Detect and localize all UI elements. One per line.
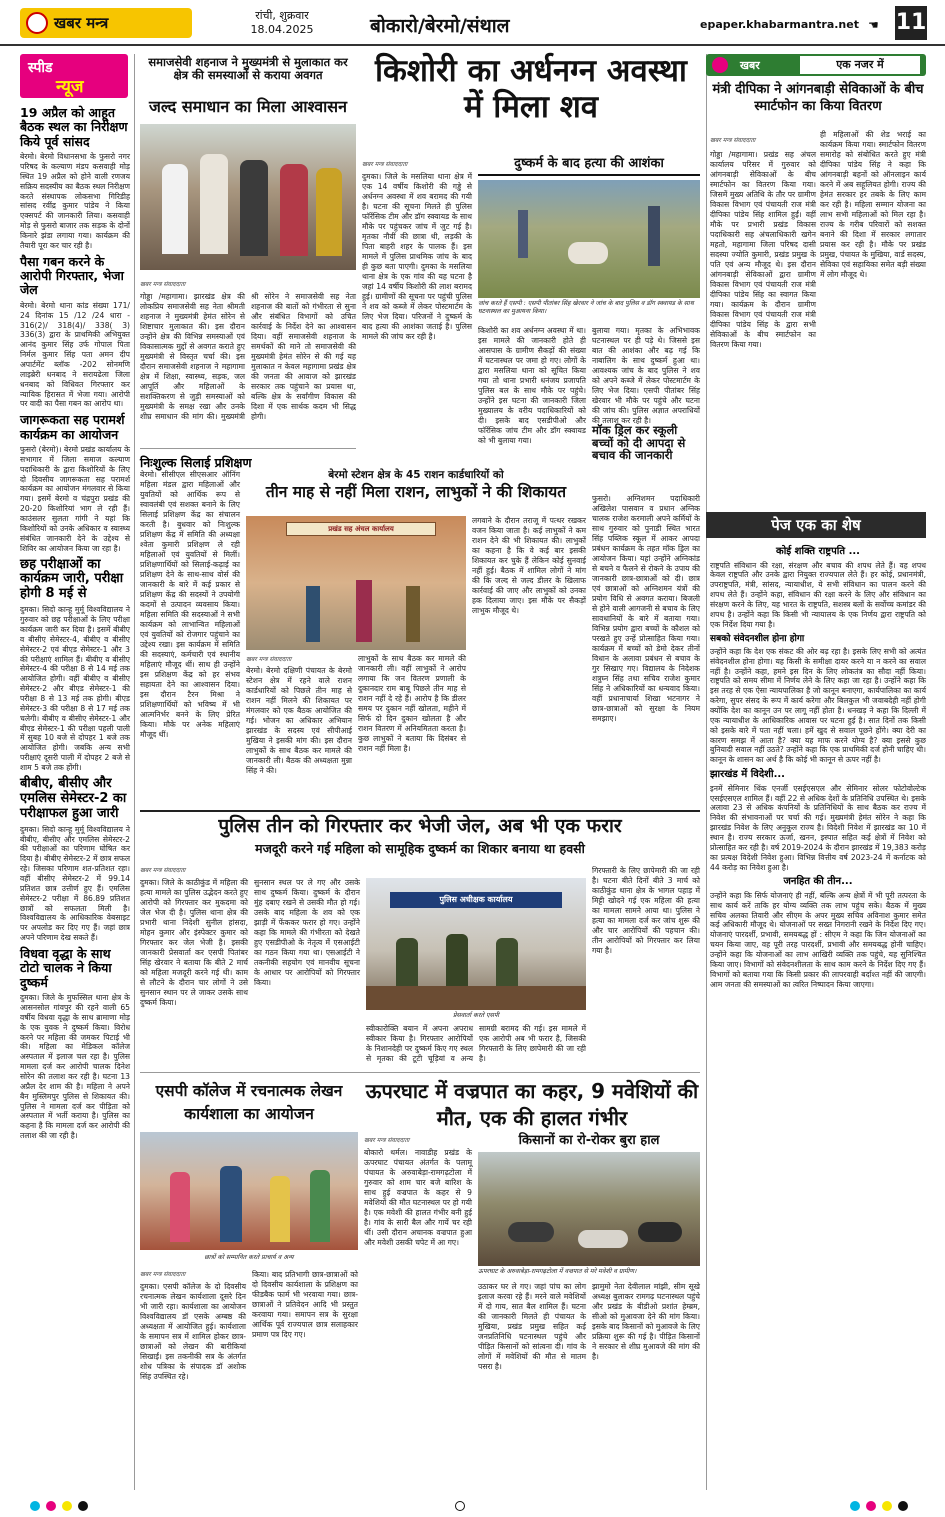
dateline — [222, 9, 342, 37]
police-byline: खबर मन्त्र संवाददाता — [140, 867, 186, 874]
list-item — [710, 634, 926, 766]
police-photo-caption: प्रेसवार्ता करते एसपी — [452, 1012, 500, 1019]
lightning-headline: ऊपरघाट में वज्रपात का कहर, 9 मवेशियों की मौत, एक की हालत गंभीर — [365, 1079, 699, 1130]
rest-body: उन्होंने कहा कि देश एक संकट की ओर बढ़ रहा है। इसके लिए सभी को अत्यंत संवेदनशील होना होगा। यह किसी के समीक्षा दायर करने या न करने का सवाल नहीं है। उन्होंने कहा, हमने इस दिन के लिए लोकतंत्र का सौदा नहीं किया। राष्ट्रपति को समय सीमा में निर्णय लेने के लिए कहा जा रहा है। उन्होंने कहा कि इस तरह से एक ऐसा न्यायपालिका है जो कानून बनाएगा, कार्यपालिका का कार्य करेगा, सुपर संसद के रूप में कार्य करेगा और बिलकुल भी जवाबदेही नहीं होगी क्योंकि देश का कानून उन पर लागू नहीं होता है। धनखड़ ने कहा कि दिल्ली में एक न्यायाधीश के आधिकारिक आवास पर घटना हुई है। सात दिनों तक किसी को इसके बारे में पता नहीं चला। हमें खुद से सवाल पूछने होंगे। क्या देरी का कारण समझ में आता है? क्या यह माफ करने योग्य है? क्या इससे कुछ बुनियादी सवाल नहीं उठते? उन्होंने कहा कि एक प्राथमिकी दर्ज होनी चाहिए थी। कानून के शासन का अर्थ है कि कोई भी कानून से ऊपर नहीं है। — [710, 646, 926, 765]
news-title: विधवा वृद्धा के साथ टोटो चालक ने किया दुष्कर्म — [20, 946, 112, 990]
registration-dot-icon — [850, 1501, 860, 1511]
news-body: दुमका। जिले के मुफस्सिल थाना क्षेत्र के आसनसोल गांवपुर की रहने वाली 65 वर्षीय विधवा वृद्धा के साथ ब्रामाणा मोड़ के एक युवक ने दुष्कर्म किया। विरोध करने पर महिला की जमकर पिटाई भी की। महिला का मेडिकल कॉलेज अस्पताल में इलाज चल रहा है। पुलिस मामला दर्ज कर आरोपी चालक दिनेश सोरेन की तलाश कर रही है। घटना 13 अप्रैल देर शाम की है। महिला ने अपने बैन मुस्लिमपुर पुलिस से शिकायत की। पुलिस ने मामला दर्ज कर पीड़िता को अस्पताल में भर्ती कराया है। पुलिस का कहना है कि मामला दर्ज कर आरोपी की तलाश की जा रही है। — [20, 993, 130, 1141]
police-headline: पुलिस तीन को गिरफ्तार कर भेजी जेल, अब भी एक फरार — [218, 815, 622, 837]
speed-news-column — [20, 102, 130, 1490]
news-title: पैसा गबन करने के आरोपी गिरफ्तार, भेजा जेल — [20, 253, 124, 298]
divider — [140, 1072, 700, 1073]
main-photo-caption: जांच करते हैं एसपी : एसपी पीतांबर सिंह खेरवार ने जांच के बाद पुलिस व डॉग स्क्वायड के साथ घटनास्थल का मुआयना किया। — [478, 300, 694, 315]
registration-dot-icon — [62, 1501, 72, 1511]
registration-dot-icon — [882, 1501, 892, 1511]
rest-title: सबको संवेदनशील होना होगा — [710, 633, 805, 644]
registration-dot-icon — [46, 1501, 56, 1511]
rest-title: झारखंड में विदेशी... — [710, 769, 785, 781]
news-body: दुमका। सिदो कान्हू मुर्मू विश्वविद्यालय ने बीबीए, बीसीए और एमलिस सेमेस्टर-2 की परीक्षाओं का परिणाम घोषित कर दिया है। बीबीए सेमेस्टर-2 में छात्र सफल रहे। जिसका परिणाम शत-प्रतिशत रहा। वहीं बीसीए सेमेस्टर-2 में 99.14 प्रतिशत छात्र उत्तीर्ण हुए हैं। एमलिस सेमेस्टर-2 परीक्षा में 86.89 प्रतिशत छात्रों को सफलता मिली है। विश्वविद्यालय के आधिकारिक वेबसाइट पर अपलोड कर दिए गए हैं। जहां छात्र अपने परिणाम देख सकते हैं। — [20, 824, 130, 943]
ration-body-col3: लगवाने के दौरान तराजू में पत्थर रखकर वजन किया जाता है। कई लाभुकों ने कम राशन देने की भी शिकायत की। लाभुकों का कहना है कि वे कई बार इसकी शिकायत कर चुके हैं लेकिन कोई सुनवाई नहीं हुई। बैठक में शामिल लोगों ने मांग की कि जल्द से जल्द डीलर के खिलाफ कार्रवाई की जाए और लाभुकों को उनका हक दिलाया जाए। इस मौके पर सैकड़ों लाभुक मौजूद थे। — [472, 516, 586, 616]
lightning-body-col3: झामुमो नेता देवीलाल मांझी, सीम सूखे अध्यक्ष बुलाकर रामगढ़ घटनास्थल पहुंचे और प्रखंड के बीडीओ प्रशांत हेम्ब्रम, सीओ को मुआवजा देने की मांग किया। इसके बाद किसानों को मुआवजे के लिए प्रक्रिया शुरू की गई है। पीड़ित किसानों ने सरकार से शीघ्र मुआवजे की मांग की है। — [592, 1282, 700, 1362]
police-photo-banner: पुलिस अधीक्षक कार्यालय — [390, 892, 562, 908]
list-item — [20, 255, 130, 410]
section-title: बोकारो/बेरमो/संथाल — [370, 15, 510, 37]
ration-body-col2: लाभुकों के साथ बैठक कर मामले की जानकारी ली। वहीं लाभुकों ने आरोप लगाया कि जन वितरण प्रणाली के दुकानदार राम बाबू पिछले तीन माह से राशन नहीं दे रहे हैं। आरोप है कि डीलर समय पर दुकान नहीं खोलता, महीने में सिर्फ दो दिन दुकान खोलता है और राशन वितरण में अनियमितता करता है। कुछ लाभुकों ने बताया कि दिसंबर से राशन नहीं मिला है। — [358, 654, 466, 754]
cursor-icon: ☚ — [868, 18, 879, 32]
ration-photo-sign: प्रखंड सह अंचल कार्यालय — [286, 522, 436, 536]
registration-dot-icon — [866, 1501, 876, 1511]
news-body: फुसरो (बेरमो)। बेरमो प्रखंड कार्यालय के सभागार में जिला समाज कल्याण पदाधिकारी के द्वारा किशोरियों के लिए दो दिवसीय जागरूकता सह परामर्श कार्यक्रम का आयोजन मंगलवार से किया गया। इसमें बेरमो व चंद्रपुरा प्रखंड की 20-20 किशोरियां भाग ले रही हैं। काउंसलर सुलता गांगी ने यहां कि किशोरियों को उनके अधिकार व स्वास्थ्य संबंधित जानकारी देने के उद्देश्य से शिविर का आयोजन किया जा रहा है। — [20, 445, 130, 553]
registration-dot-icon — [30, 1501, 40, 1511]
list-item — [710, 769, 926, 872]
news-body: बेरमो। बेरमो विधानसभा के फुसरो नगर परिषद के कल्याण मंडप कसवाही मोड़ स्थित 19 अप्रैल को होने वाली रणजय सक्रिय सदस्यीय का बैठक स्थल निरीक्षण करते संस्थापक लोकसभा गिरिडीह सांसद रवींद्र कुमार पांडेय ने किया एक्सपर्ट की जानकारी लिया। कसवाही मोड़ से फुसरो बाजार तक सड़क के दोनों किनारे झंडा लगाया गया। कार्यक्रम की तैयारी पूरा कर चार रही है। — [20, 152, 130, 250]
story1-kicker: समाजसेवी शहनाज ने मुख्यमंत्री से मुलाकात कर क्षेत्र की समस्याओं से कराया अवगत — [148, 55, 348, 82]
story1-photo — [140, 124, 356, 270]
brand-name: खबर मन्त्र — [54, 14, 109, 32]
main-headline: किशोरी का अर्धनग्न अवस्था में मिला शव — [375, 53, 687, 125]
column-divider — [134, 54, 135, 1490]
main-body-col3: बुलाया गया। मृतका के अभिभावक घटनास्थल पर ही पड़े थे। जिससे इस बात की आशंका और बढ़ गई कि नाबालिग के साथ दुष्कर्म हुआ था। आवश्यक जांच के बाद पुलिस ने शव को अपने कब्जे में लेकर पोस्टमार्टम के लिए भेज दिया। एसपी पीतांबर सिंह खेरवार भी मौके पर पहुंचे और घटना की जांच की। पुलिस अज्ञात अपराधियों की तलाश कर रही है। — [592, 326, 700, 426]
rest-title: जनहित की तीन... — [783, 876, 853, 888]
rest-body: उन्होंने कहा कि सिर्फ योजनाएं ही नहीं, बल्कि अन्य क्षेत्रों में भी पूरी तत्परता के साथ कार्य करें ताकि हर योग्य व्यक्ति तक लाभ पहुंच सके। बैठक में मुख्य सचिव अलका तिवारी और सीएम के अपर मुख्य सचिव अविनाश कुमार समेत कई अधिकारी मौजूद थे। योजनाओं पर सख्त निगरानी रखने के निर्देश दिए गए। योजनाएं पारदर्शी, प्रभावी, समयबद्ध हों : सीएम ने कहा कि जिन योजनाओं का चयन किया जाए, वह पूरी तरह पारदर्शी, प्रभावी और समयबद्ध होनी चाहिए। उन्होंने कहा कि योजनाओं का लाभ आखिरी व्यक्ति तक पहुंचे, यह सुनिश्चित किया जाए। विभागों को संवेदनशीलता के साथ काम करने के निर्देश दिए गए हैं। विभागों को बताया गया कि किसी प्रकार की लापरवाही बर्दाश्त नहीं की जाएगी। आम जनता की समस्याओं का त्वरित निष्पादन किया जाएगा। — [710, 890, 926, 989]
main-body-col2: किशोरी का शव अर्धनग्न अवस्था में था। इस मामले की जानकारी होते ही आसपास के ग्रामीण सैकड़ों की संख्या में घटनास्थल पर जमा हो गए। लोगों के द्वारा मसलिया थाना को सूचित किया गया तो थाना प्रभारी धनंजय प्रजापति पुलिस बल के साथ मौके पर पहुंचे। उन्होंने इस घटना की जानकारी जिला मुख्यालय के वरीय पदाधिकारियों को दी। इसके बाद एसडीपीओ और फॉरेंसिक जांच टीम और डॉग स्क्वायड को भी बुलाया गया। — [478, 326, 586, 446]
mockdrill-body: फुसरो। अग्निशमन पदाधिकारी अखिलेश पासवान व प्रधान अग्निक चालक राजेश करमाली अपने कर्मियों के साथ गुरुवार को पुनाडी स्थित भारत सिंह पब्लिक स्कूल में आकर आपदा प्रबंधन कार्यक्रम के तहत मॉक ड्रिल का आयोजन किया। यहां उन्होंने अग्निकांड से बचने व फैलने से रोकने के उपाय की जानकारी छात्र-छात्राओं को दी। छात्र एवं छात्राओं को अग्निशमन यंत्रों की प्रयोग विधि से अवगत कराया। बिजली से होने वाली आगजनी से बचाव के लिए सावधानियों के बारे में बताया गया। विभिन्न प्रयोग द्वारा बच्चों के कौशल को परखते हुए उन्हें प्रोत्साहित किया गया। कार्यक्रम में बच्चों को डेमो देकर तीनों विधान के अलावा प्रबंधन से बचाव के गुर सिखाए गए। विद्यालय के निदेशक शत्रुघ्न सिंह तथा सचिव राजेश कुमार सिंह ने अधिकारियों का धन्यवाद किया। वहीं प्रधानाचार्या शिखा भटनागर ने छात्र-छात्राओं को सुरक्षा के नियम समझाए। — [592, 494, 700, 724]
news-title: छह परीक्षाओं का कार्यक्रम जारी, परीक्षा होगी 8 मई से — [20, 556, 124, 602]
main-body: दुमका। जिले के मसलिया थाना क्षेत्र में एक 14 वर्षीय किशोरी की गड्ढे से अर्धनग्न अवस्था में शव बरामद की गयी है। घटना की सूचना मिलते ही पुलिस फॉरेंसिक टीम और डॉग स्क्वायड के साथ मौके पर पहुंचकर जांच में जुट गई है। मृतका नौवीं की छात्रा थी, लड़की के पिता बाहरी शहर के पालक हैं। इस मामले में पुलिस प्राथमिक जांच के बाद ही कुछ बता पाएगी। दुमका के मसलिया थाना क्षेत्र के एक गांव की यह घटना है जहां 14 वर्षीय किशोरी की लाश बरामद हुई। ग्रामीणों की सूचना पर पहुंची पुलिस ने शव को कब्जे में लेकर पोस्टमार्टम के लिए भेज दिया। परिजनों ने दुष्कर्म के बाद हत्या की आशंका जताई है। पुलिस मामले की जांच कर रही है। — [362, 172, 472, 342]
list-item — [20, 947, 130, 1141]
lightning-photo — [478, 1152, 700, 1266]
police-body-col2: सुनसान स्थल पर ले गए और उसके साथ दुष्कर्म किया। दुष्कर्म के दौरान मुंह दबाए रखने से उसकी मौत हो गई। उसके बाद महिला के शव को एक झाड़ी में फेंककर फरार हो गए। उन्होंने कहा कि मामले की गंभीरता को देखते हुए एसडीपीओ के नेतृत्व में एसआईटी का गठन किया गया था। एसआईटी ने तकनीकी सहयोग एवं मानवीय सूचना के आधार पर आरोपियों को गिरफ्तार किया। — [254, 878, 360, 988]
ration-photo — [246, 516, 466, 650]
lightning-subhead: किसानों का रो-रोकर बुरा हाल — [518, 1133, 660, 1148]
story1-body: गोड्डा /महागामा। झारखंड क्षेत्र की लोकप्रिय समाजसेवी सह नेता श्रीमती शहनाज ने मुख्यमंत्री हेमंत सोरेन से शिष्टाचार मुलाकात की। इस दौरान उन्होंने क्षेत्र की विभिन्न समस्याओं एवं विकासात्मक मुद्दों से अवगत कराते हुए मुख्यमंत्री से विस्तृत चर्चा की। इस दौरान समाजसेवी शहनाज ने महागामा क्षेत्र में शिक्षा, स्वास्थ्य, सड़क, जल आपूर्ति और महिलाओं के सशक्तिकरण से जुड़ी समस्याओं को मुख्यमंत्री के समक्ष रखा और उनके शीघ्र समाधान की मांग की। मुख्यमंत्री श्री सोरेन ने समाजसेवी सह नेता शहनाज की बातों को गंभीरता से सुना और संबंधित विभागों को उचित कार्रवाई के निर्देश देने का आश्वासन दिया। वहीं समाजसेवी शहनाज के समर्थकों की माने तो समाजसेवी की मुख्यमंत्री हेमंत सोरेन से की गई यह मुलाकात न केवल महागामा प्रखंड क्षेत्र की जनता की आवाज को झारखंड सरकार तक पहुंचाने का प्रयास था, बल्कि क्षेत्र के सर्वांगीण विकास की दिशा में एक सार्थक कदम भी सिद्ध होगी। — [140, 292, 356, 422]
police-subhead: मजदूरी करने गई महिला को सामूहिक दुष्कर्म का शिकार बनाया था हवसी — [255, 841, 585, 856]
khabar-dot-icon — [712, 57, 728, 73]
mockdrill-headline: मॉक ड्रिल कर स्कूली बच्चों को दी आपदा से बचाव की जानकारी — [592, 423, 686, 463]
right-byline: खबर मन्त्र संवाददाता — [710, 137, 756, 144]
ration-headline: तीन माह से नहीं मिला राशन, लाभुकों ने की शिकायत — [265, 483, 567, 501]
nazar-label: एक नजर में — [800, 56, 920, 74]
news-body: दुमका। सिदो कान्हू मुर्मू विश्वविद्यालय ने गुरुवार को छह परीक्षाओं के लिए परीक्षा कार्यक्रम जारी कर दिया है। इसमें बीबीए व बीसीए सेमेस्टर-4, बीबीए व बीसीए सेमेस्टर-2 एवं बीएड सेमेस्टर-1 और 3 की परीक्षाएं शामिल हैं। बीबीए व बीसीए सेमेस्टर-4 की परीक्षा 8 से 14 मई तक आयोजित होगी। वहीं बीबीए व बीसीए सेमेस्टर-2 और बीएड सेमेस्टर-1 की परीक्षा 8 से 13 मई तक होगी। बीएड सेमेस्टर-3 की परीक्षा 8 से 17 मई तक चलेगी। बीबीए व बीसीए सेमेस्टर-1 और बीएड सेमेस्टर-1 की परीक्षा पहली पाली में सुबह 10 बजे से दोपहर 1 बजे तक आयोजित होगी। जबकि अन्य सभी परीक्षाएं दूसरी पाली में दोपहर 2 बजे से शाम 5 बजे तक होंगी। — [20, 605, 130, 773]
police-body-col4: गिरफ्तारी के लिए छापेमारी की जा रही है। घटना बीते दिनों बीते 3 मार्च को काठीकुंड थाना क्षेत्र के भागल पहाड़ में मिट्टी खोदने गई एक महिला की हत्या का मामला सामने आया था। पुलिस ने हत्या का मामला दर्ज कर जांच शुरू की और चार आरोपियों की पहचान की। तीन आरोपियों को गिरफ्तार कर लिया गया है। — [592, 866, 700, 956]
brand-logo-icon — [26, 12, 48, 34]
story1-headline: जल्द समाधान का मिला आश्वासन — [149, 97, 347, 116]
rest-body: राष्ट्रपति संविधान की रक्षा, संरक्षण और बचाव की शपथ लेते हैं। वह शपथ केवल राष्ट्रपति और उनके द्वारा नियुक्त राज्यपाल लेते हैं। हर कोई, प्रधानमंत्री, उपराष्ट्रपति, मंत्री, सांसद, न्यायाधीश, ये सभी संविधान का पालन करने की शपथ लेते हैं। उन्होंने कहा, संविधान की रक्षा करने के लिए और संविधान का संरक्षण करने के लिए, यह भारत के राष्ट्रपति, सशस्त्र बलों के सर्वोच्च कमांडर की शपथ है। उन्होंने कहा कि किसी भी न्यायालय के एक निर्णय द्वारा राष्ट्रपति को एक निर्देश दिया गया है। — [710, 560, 926, 629]
spcollege-photo-caption: छात्रों को सम्मानित करते प्राचार्य व अन्य — [204, 1254, 294, 1261]
main-subhead: दुष्कर्म के बाद हत्या की आशंका — [514, 156, 664, 171]
list-item — [20, 106, 130, 251]
main-photo — [478, 180, 700, 298]
speed-news-line1: स्पीड — [28, 60, 53, 76]
tailor-headline: निःशुल्क सिलाई प्रशिक्षण — [140, 455, 252, 470]
police-body-col3: स्वीकारोक्ति बयान में अपना अपराध स्वीकार किया है। गिरफ्तार आरोपियों के निशानदेही पर दुष्कर्म किए गए स्थल से मृतका की टूटी चूड़ियां व अन्य सामग्री बरामद की गई। इस मामले में एक आरोपी अब भी फरार है, जिसकी गिरफ्तारी के लिए छापेमारी की जा रही है। — [366, 1024, 586, 1064]
list-item — [20, 558, 130, 773]
police-body: दुमका। जिले के काठीकुंड में महिला की हत्या मामले का पुलिस उद्भेदन करते हुए आरोपी को गिरफ्तार कर मुकदमा को जेल भेज दी है। पुलिस थाना क्षेत्र की प्रभारी थाना निदेशी सुनील हांसदा, मोहन कुमार और इंस्पेक्टर कुमार को गिरफ्तार कर जेल भेजी है। इसकी जानकारी प्रेसवार्ता कर एसपी पितांबर सिंह खेरवार ने बताया कि बीते 2 मार्च को महिला मजदूरी करने गई थी। काम से लौटने के दौरान चार लोगों ने उसे सुनसान स्थान पर ले जाकर उसके साथ दुष्कर्म किया। — [140, 878, 248, 1008]
divider — [140, 810, 700, 812]
column-divider — [706, 54, 707, 1490]
page-one-rest-column — [710, 542, 926, 1490]
page-number: 11 — [895, 6, 927, 40]
list-item — [710, 546, 926, 630]
lightning-body-col2: उठाकर घर ले गए। जहां पांच का लोग इलाज करवा रहे हैं। मरने वाले मवेशियों में दो गाय, सात बैल शामिल हैं। घटना की जानकारी मिलते ही पंचायत के मुखिया, प्रखंड प्रमुख सहित कई जनप्रतिनिधि घटनास्थल पहुंचे और पीड़ित किसानों को सांत्वना दी। गांव के लोगों में मवेशियों की मौत से मातम पसरा है। — [478, 1282, 586, 1372]
tailor-body: बेरमो। सीसीएल सीएसआर ऑनिंग महिला मंडल द्वारा महिलाओं और युवतियों को आर्थिक रूप से स्वावलंबी एवं सशक्त बनाने के लिए सिलाई प्रशिक्षण केंद्र का संचालन करती है। बुधवार को निःशुल्क प्रशिक्षण केंद्र में समिति की अध्यक्षा श्वेता कुमारी प्रशिक्षण ले रही महिलाओं एवं युवतियों से मिलीं। प्रशिक्षणार्थियों को सिलाई-कढ़ाई का प्रशिक्षण देने के साथ-साथ वोर्स की जानकारी के बारे में कई प्रकार से प्रशिक्षण केंद्र की सदस्यों ने उपयोगी कदमों से उत्पादन व्यवसाय किया। महिला समिति की सदस्याओं ने सभी कार्यक्रम को लाभान्वित महिलाओं एवं युवतियों को रोजगार पहुंचाने का उद्देश्य रखा। इस कार्यक्रम में समिति की सदस्याएं, कर्मचारी एवं स्थानीय महिलाएं मौजूद थीं। साथ ही उन्होंने इस प्रशिक्षण केंद्र को हर संभव सहायता देने का आश्वासन दिया। इस दौरान टैरन मिश्रा ने प्रशिक्षणार्थियों को भविष्य में भी आत्मनिर्भर बनने के लिए प्रेरित किया। मौके पर अनेक महिलाएं मौजूद थीं। — [140, 470, 240, 740]
lightning-byline: खबर मन्त्र संवाददाता — [364, 1137, 410, 1144]
city-day: रांची, शुक्रवार — [255, 9, 309, 22]
news-body: बेरमो। बेरमो थाना कांड संख्या 171/ 24 दिनांक 15 /12 /24 धारा - 316(2)/ 318(4)/ 338( 3) 336(3) द्वारा के प्राथमिकी अभियुक्त आनंद कुमार सिंह उर्फ गोपाल पिता निर्मल कुमार सिंह पता अमन दीप अपार्टमेंट ब्लॉक -202 सोनमणि लाइब्रेरी धनबाद ने सरायढेला जिला धनबाद को विधिवत गिरफ्तार कर न्यायिक हिरासत में भेजा गया। आरोपी पर वादी का पैसा गबन का आरोप था। — [20, 300, 130, 409]
rest-title: कोई शक्ति राष्ट्रपति ... — [776, 546, 860, 557]
page-one-rest-title: पेज एक का शेष — [706, 512, 926, 538]
date: 18.04.2025 — [250, 22, 314, 36]
right-headline: मंत्री दीपिका ने आंगनबाड़ी सेविकाओं के बीच स्मार्टफोन का किया वितरण — [712, 82, 924, 114]
registration-dot-icon — [898, 1501, 908, 1511]
lightning-photo-caption: ऊपरघाट के अरुवाबेड़ा-रामगढ़टोला में वज्रपात से मरे मवेशी व ग्रामीण। — [478, 1268, 637, 1275]
police-photo — [366, 878, 586, 1010]
divider — [140, 448, 356, 449]
spcollege-headline: एसपी कॉलेज में रचनात्मक लेखन कार्यशाला का आयोजन — [155, 1082, 343, 1124]
ration-byline: खबर मन्त्र संवाददाता — [246, 656, 292, 663]
spcollege-byline: खबर मन्त्र संवाददाता — [140, 1271, 186, 1278]
spcollege-body-col2: किया। बाद प्रतिभागी छात्र-छात्राओं को दो दिवसीय कार्यशाला के प्रशिक्षण का फीडबैक फार्म भी भरवाया गया। छात्र-छात्राओं ने प्रतिवेदन आदि भी प्रस्तुत करवाया गया। समापन सत्र के सुरक्षा आर्थिक पूर्व राज्यपाल छात्र सलाहकार प्रमाण पत्र दिए गए। — [252, 1270, 358, 1340]
main-byline: खबर मन्त्र संवाददाता — [362, 161, 408, 168]
news-title: जागरूकता सह परामर्श कार्यक्रम का आयोजन — [20, 412, 125, 442]
ration-kicker: बेरमो स्टेशन क्षेत्र के 45 राशन कार्डधारियों को — [328, 469, 504, 481]
website-link[interactable]: epaper.khabarmantra.net — [700, 18, 859, 31]
rest-body: इनमें सेमिनार थिंक एनर्जी एसईएसएल और सेमिनार सोलर फोटोवोल्टेक एसईएसएल शामिल हैं। वहीं 22 से अधिक देशों के प्रतिनिधि उपस्थित थे। इसके अलावा 23 से अधिक कंपनियों के प्रतिनिधियों के साथ बैठक कर राज्य में निवेश की संभावनाओं पर चर्चा की गई। मुख्यमंत्री हेमंत सोरेन ने कहा कि झारखंड निवेश के लिए अनुकूल राज्य है। विदेशी निवेश में झारखंड का 10 में स्थान है। राज्य सरकार ऊर्जा, खनन, इस्पात सहित कई क्षेत्रों में निवेश को प्रोत्साहित कर रही है। वर्ष 2019-2024 के दौरान झारखंड में 19,383 करोड़ का प्रत्यक्ष विदेशी निवेश हुआ। विभिन्न वित्तीय वर्ष 2023-24 में कर्नाटक को 44 करोड़ का निवेश हुआ है। — [710, 783, 926, 872]
spcollege-photo — [140, 1132, 358, 1250]
list-item — [20, 777, 130, 943]
right-body: गोड्डा /महागामा। प्रखंड सह अंचल कार्यालय परिसर में गुरुवार को आंगनबाड़ी सेविकाओं के बीच स्मार्टफोन का वितरण किया गया। जिसमें मुख्य अतिथि के तौर पर ग्रामीण विकास विभाग एवं पंचायती राज मंत्री दीपिका पांडेय सिंह शामिल हुईं। वहीं मौके पर प्रभारी प्रखंड विकास पदाधिकारी सह अंचलाधिकारी खगेन महतो, महागामा जिला परिषद दासी सदस्या ज्योति कुमारी, प्रखंड प्रमुख के पति एवं अन्य मौजूद थे। इस दौरान आंगनबाड़ी सेविकाओं द्वारा ग्रामीण विकास विभाग एवं पंचायती राज मंत्री दीपिका पांडेय सिंह का स्वागत किया गया। कार्यक्रम के दौरान ग्रामीण विकास विभाग एवं पंचायती राज मंत्री दीपिका पांडेय सिंह के द्वारा सभी सेविकाओं के बीच स्मार्टफोन का वितरण किया गया। — [710, 150, 816, 350]
ration-body: बेरमो। बेरमो दक्षिणी पंचायत के बेरमो स्टेशन क्षेत्र में रहने वाले राशन कार्डधारियों को पिछले तीन माह से राशन नहीं मिलने की शिकायत पर मंगलवार को एक बैठक आयोजित की गई। भोजन का अधिकार अभियान झारखंड के सदस्य एवं सीपीआई मुखिया ने इसकी मांग की। इस दौरान लाभुकों के साथ बैठक कर मामले की जानकारी ली। बैठक की अध्यक्षता मुन्ना सिंह ने की। — [246, 666, 352, 776]
right-body-col2: ही महिलाओं की शेड भराई का कार्यक्रम किया गया। स्मार्टफोन वितरण समारोह को संबोधित करते हुए मंत्री दीपिका पांडेय सिंह ने कहा कि आंगनबाड़ी बहनों को ऑनलाइन कार्य करने में अब सहूलियत होगी। राज्य की हेमंत सरकार हर तबके के लिए काम कर रही है। महिला सम्मान योजना का लाभ सभी महिलाओं को मिल रहा है। राज्य के गरीब परिवारों को सशक्त बनाने की दिशा में सरकार लगातार प्रयास कर रही है। मौके पर प्रखंड प्रमुख, पंचायत के मुखिया, वार्ड सदस्य, सेविका एवं सहायिका समेत बड़ी संख्या में लोग मौजूद थे। — [820, 130, 926, 280]
news-title: 19 अप्रैल को आहूत बैठक स्थल का निरीक्षण किये पूर्व सांसद — [20, 105, 128, 149]
spcollege-body: दुमका। एसपी कॉलेज के दो दिवसीय रचनात्मक लेखन कार्यशाला दूसरे दिन भी जारी रहा। कार्यशाला का आयोजन विश्वविद्यालय डॉ एसके अम्बष्ठ की अध्यक्षता में आयोजित हुई। कार्यशाला के समापन सत्र में शामिल होकर छात्र-छात्राओं को लेखन की बारीकियां सिखाईं। इस तकनीकी सत्र के अंतर्गत शोध पत्रिका के संपादक डॉ अशोक सिंह उपस्थित रहे। — [140, 1282, 246, 1382]
story1-byline: खबर मन्त्र संवाददाता — [140, 281, 186, 288]
list-item — [20, 413, 130, 553]
speed-news-line2: न्यूज — [56, 77, 84, 97]
list-item — [710, 876, 926, 989]
registration-dot-icon — [78, 1501, 88, 1511]
crosshair-icon — [455, 1501, 465, 1511]
khabar-label: खबर — [740, 59, 760, 72]
lightning-body: बोकारो थर्मल। नावाडीह प्रखंड के ऊपरघाट पंचायत अंतर्गत के पलामू पंचायत के अरुवाबेड़ा-रामगढ़टोला में गुरुवार को शाम चार बजे बारिश के साथ हुई वज्रपात के कहर से 9 मवेशियों की मौत घटनास्थल पर हो गयी है। एक मवेशी की हालत गंभीर बनी हुई है। गांव के सारी बैल और गायें चर रही थीं। उसी दौरान अचानक वज्रपात हुआ और मवेशी उसकी चपेट में आ गए। — [364, 1148, 472, 1248]
news-title: बीबीए, बीसीए और एमलिस सेमेस्टर-2 का परीक्षाफल हुआ जारी — [20, 775, 127, 821]
